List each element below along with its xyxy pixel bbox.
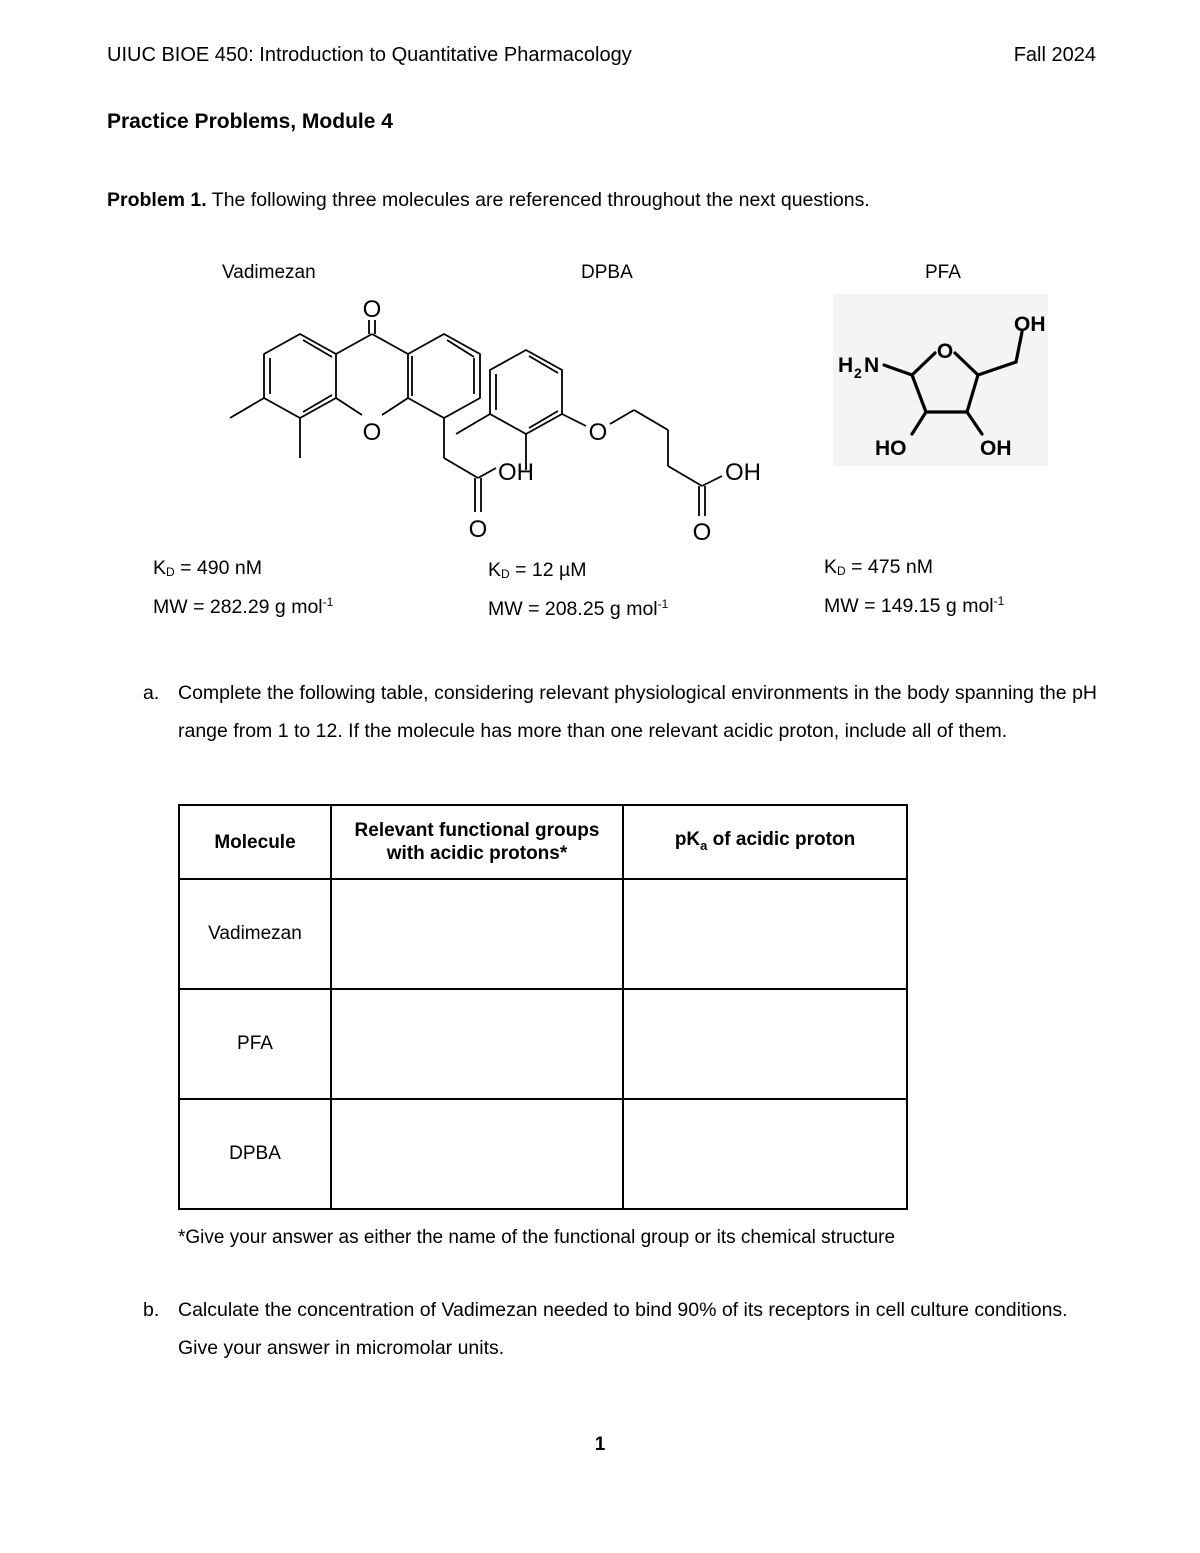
dpba-kd: $K_D = 12$ µM: [488, 559, 587, 581]
dpba-ether-o: O: [588, 419, 608, 446]
vadimezan-carbonyl-o: O: [362, 296, 382, 323]
molecule-name-vadimezan: Vadimezan: [222, 262, 316, 283]
dpba-structure: [440, 330, 780, 550]
page-title: Practice Problems, Module 4: [107, 110, 393, 133]
pfa-bottom-oh: OH: [980, 437, 1012, 460]
header-functional-groups: Relevant functional groups with acidic protons*: [331, 805, 623, 879]
dpba-acid-o: O: [692, 519, 712, 546]
dpba-oh: OH: [725, 459, 761, 486]
row-pka-cell[interactable]: [623, 989, 907, 1099]
term-header: Fall 2024: [1013, 44, 1096, 66]
answer-table: [178, 804, 908, 1210]
row-molecule: PFA: [179, 989, 331, 1099]
vadimezan-left-ring: [264, 334, 336, 418]
table-row: [179, 989, 907, 1099]
pfa-amine-n: N: [864, 354, 880, 377]
problem-1-text: The following three molecules are referenced throughout the next questions.: [211, 189, 870, 211]
problem-1-intro: [107, 189, 870, 212]
table-header-row: [179, 805, 907, 879]
dpba-mw: MW = 208.25 g mol$^{-1}$: [488, 597, 669, 620]
pfa-mw: MW = 149.15 g mol$^{-1}$: [824, 594, 1005, 617]
row-molecule: Vadimezan: [179, 879, 331, 989]
question-a-text: Complete the following table, considering relevant physiological environments in the body spanning the pH range from 1 to 12. If the molecule has more than one relevant acidic proton, include all of them.: [178, 682, 1097, 742]
question-a-label: a.: [143, 682, 160, 704]
header-molecule: Molecule: [179, 805, 331, 879]
pfa-amine-h: H: [838, 354, 854, 377]
question-b-text: Calculate the concentration of Vadimezan needed to bind 90% of its receptors in cell culture conditions. Give your answer in micromolar units.: [178, 1299, 1068, 1359]
row-pka-cell[interactable]: [623, 879, 907, 989]
pfa-ring-o: O: [936, 340, 954, 363]
pfa-kd: $K_D = 475$ nM: [824, 556, 933, 578]
pfa-structure: [830, 292, 1055, 472]
course-header: UIUC BIOE 450: Introduction to Quantitative Pharmacology: [107, 44, 632, 66]
row-molecule: DPBA: [179, 1099, 331, 1209]
vadimezan-structure: [110, 290, 534, 550]
pfa-top-oh: OH: [1014, 313, 1046, 336]
molecule-name-dpba: DPBA: [581, 262, 633, 283]
dpba-ring: [490, 350, 562, 434]
table-row: [179, 1099, 907, 1209]
page-number: 1: [594, 1434, 606, 1455]
table-footnote: *Give your answer as either the name of the functional group or its chemical structure: [178, 1227, 896, 1248]
vadimezan-ether-o: O: [362, 419, 382, 446]
row-groups-cell[interactable]: [331, 1099, 623, 1209]
row-groups-cell[interactable]: [331, 989, 623, 1099]
row-pka-cell[interactable]: [623, 1099, 907, 1209]
vadimezan-mw: MW = 282.29 g mol$^{-1}$: [153, 595, 334, 618]
vadimezan-acid-o: O: [468, 516, 488, 543]
vadimezan-oh: OH: [498, 459, 534, 486]
table-row: [179, 879, 907, 989]
header-pka: $pK_a$ of acidic proton: [623, 805, 907, 879]
vadimezan-kd: $K_D = 490$ nM: [153, 557, 262, 579]
row-groups-cell[interactable]: [331, 879, 623, 989]
molecule-name-pfa: PFA: [925, 262, 961, 283]
pfa-amine-sub: 2: [854, 365, 862, 381]
problem-1-label: Problem 1.: [107, 189, 207, 211]
question-b-label: b.: [143, 1299, 160, 1321]
pfa-ho: HO: [875, 437, 907, 460]
